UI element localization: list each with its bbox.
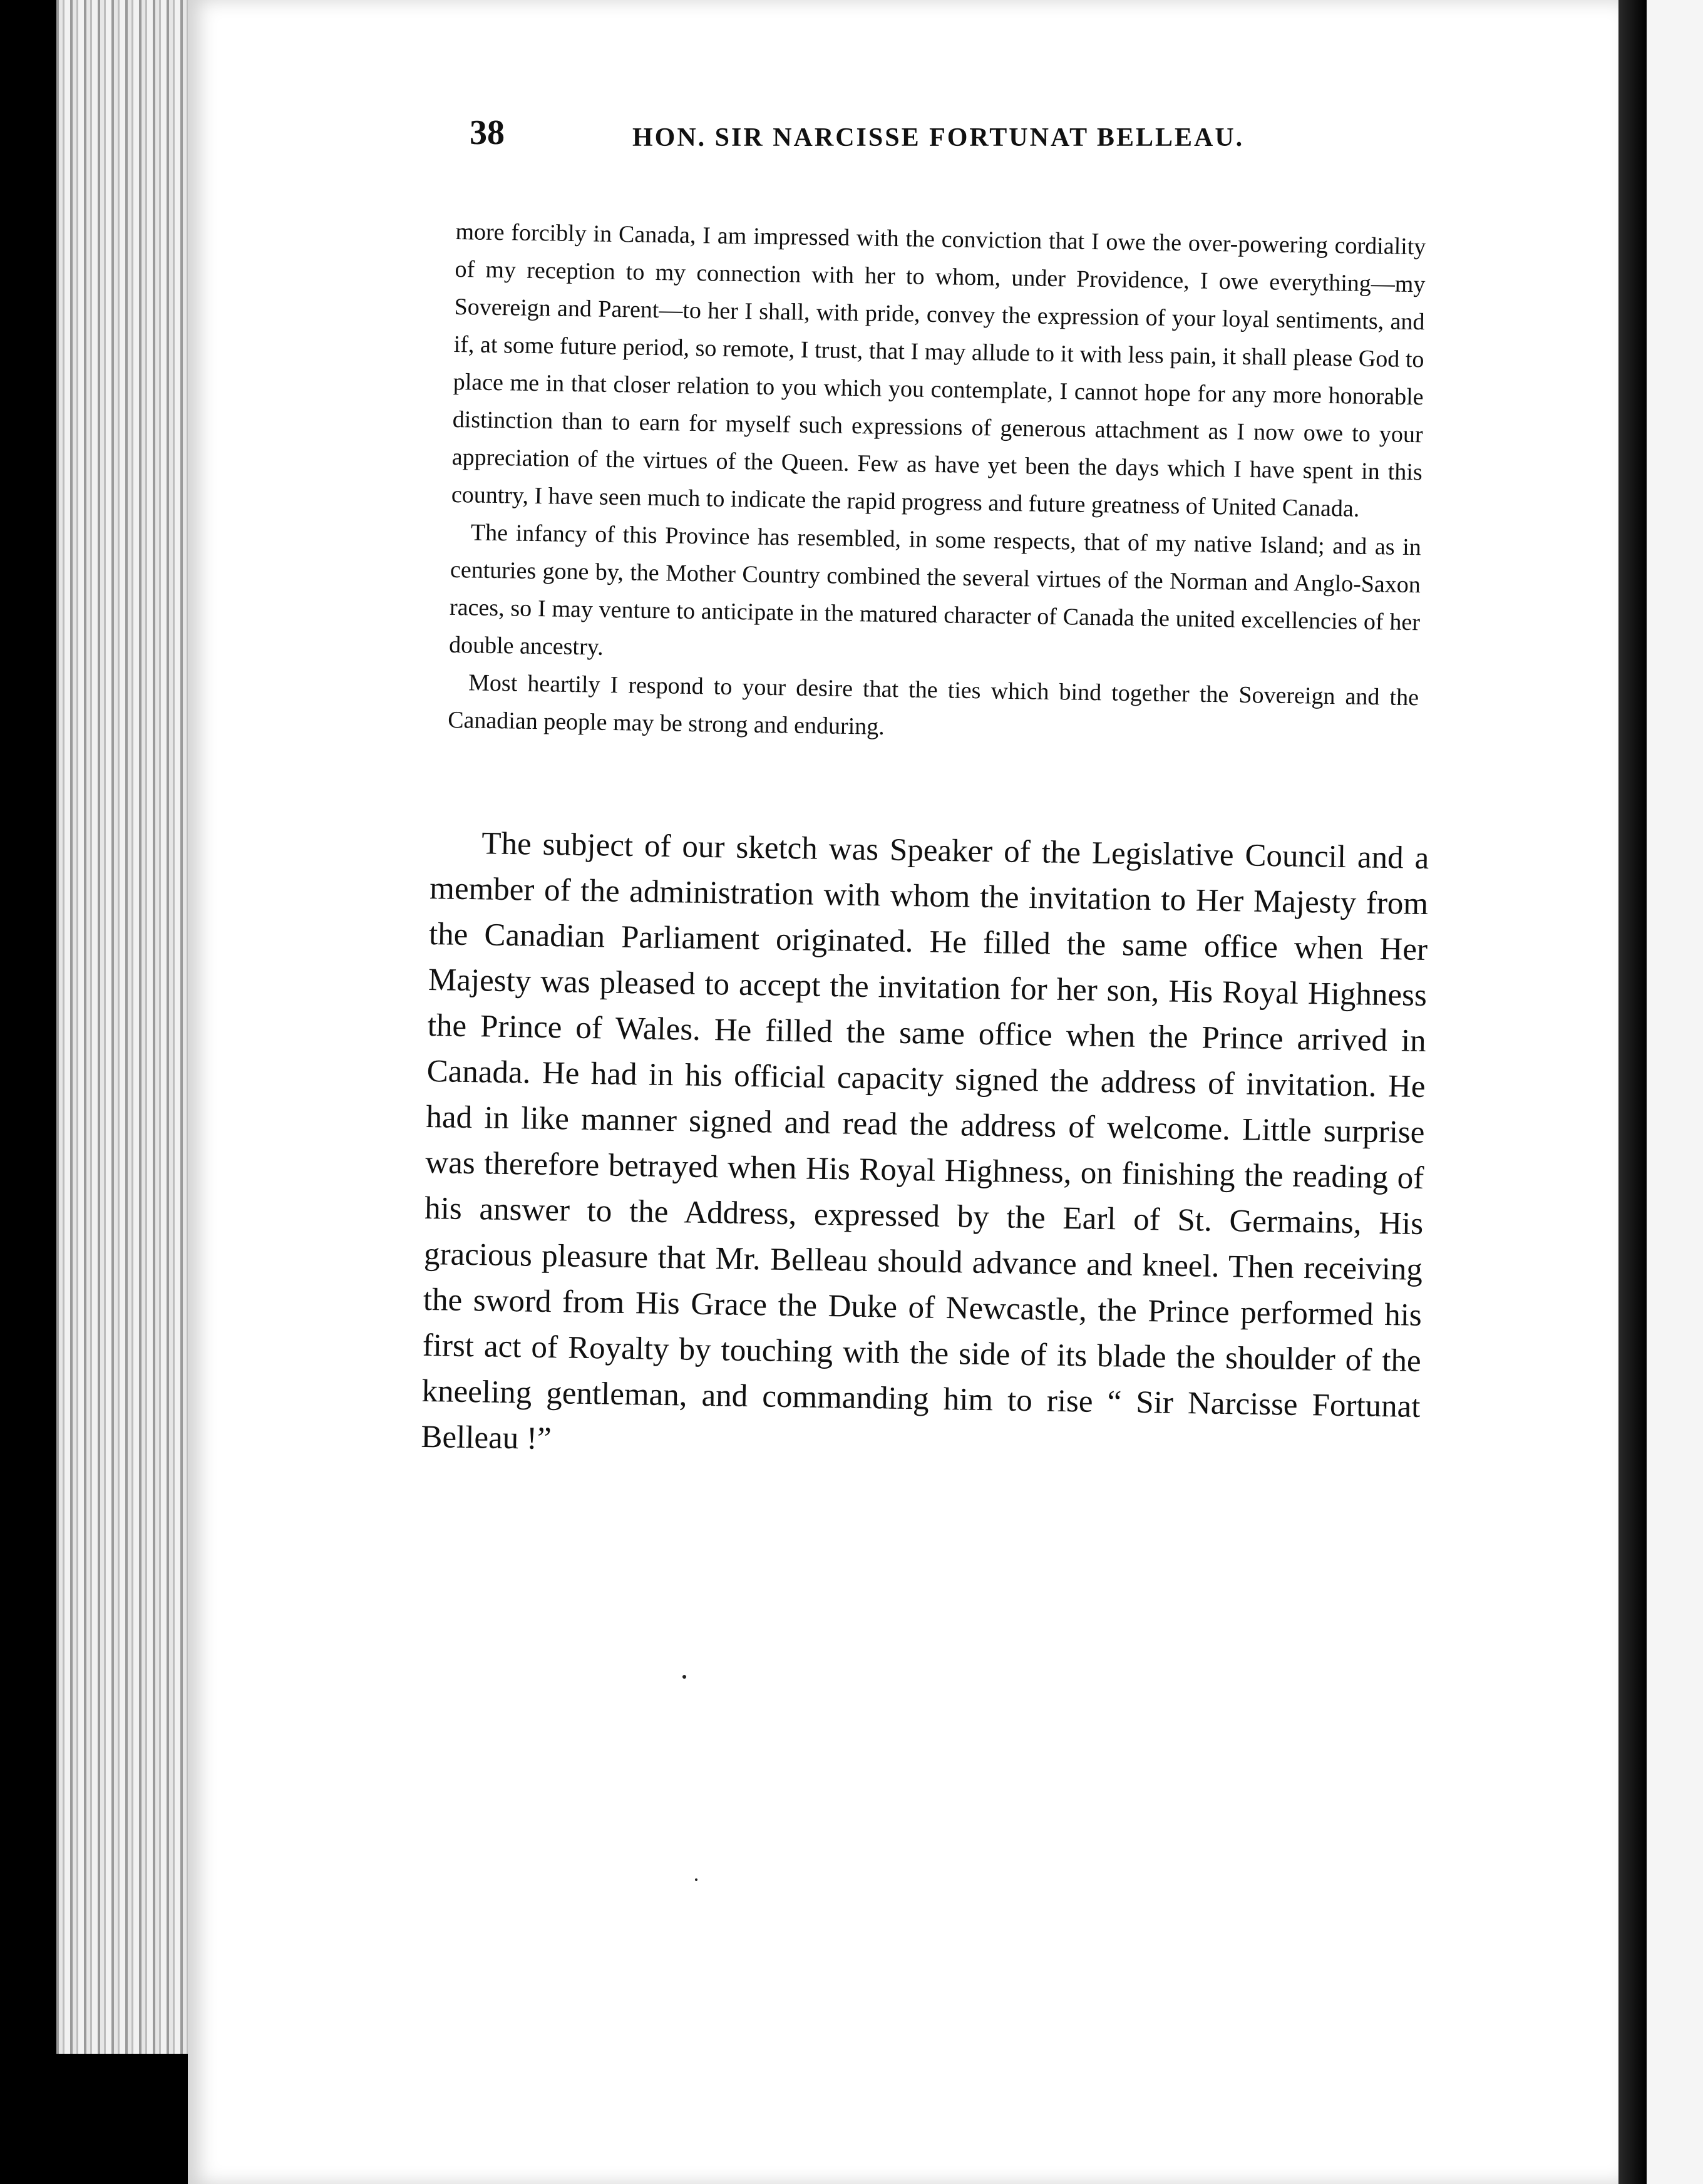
book-gutter (1618, 0, 1647, 2184)
quoted-reply (448, 213, 1426, 754)
page-number: 38 (470, 113, 505, 152)
quote-paragraph-3: Most heartily I respond to your desire that the ties which bind together the Sovereign and the Canadian people may be strong and enduring. (447, 669, 1419, 740)
quote-paragraph-2: The infancy of this Province has resembled, in some respects, that of my native Island; and as in centuries gone by, the Mother Country combined the several virtues of the Norman and Anglo-Saxon races, so I may venture to anticipate in the matured character of Canada the united excellencies of her double ancestry. (448, 519, 1422, 661)
page-header (470, 113, 1284, 163)
page-stack-edge (56, 0, 188, 2054)
quote-paragraph-1: more forcibly in Canada, I am impressed with the conviction that I owe the over-powering cordiality of my reception to my connection with her to whom, under Providence, I owe everything—my Sovereign and Parent—to her I shall, with pride, convey the expression of your loyal sentiments, and if, at some future period, so remote, I trust, that I may allude to it with less pain, it shall please God to place me in that closer relation to you which you contemplate, I cannot hope for any more honorable distinction than to earn for myself such expressions of generous attachment as I now owe to your appreciation of the virtues of the Queen. Few as have yet been the days which I have spent in this country, I have seen much to indicate the rapid progress and future greatness of United Canada. (451, 218, 1426, 522)
facing-page-edge (1647, 0, 1703, 2184)
main-text (421, 820, 1429, 1476)
ink-speck (682, 1675, 686, 1679)
running-head: HON. SIR NARCISSE FORTUNAT BELLEAU. (632, 123, 1245, 152)
main-paragraph: The subject of our sketch was Speaker of the Legislative Council and a member of the administration with whom the invitation to Her Majesty from the Canadian Parliament originated. He filled the same office when Her Majesty was pleased to accept the invitation for her son, His Royal Highness the Prince of Wales. He filled the same office when the Prince arrived in Canada. He had in his official capacity signed the address of invitation. He had in like manner signed and read the address of welcome. Little surprise was therefore betrayed when His Royal Highness, on finishing the reading of his answer to the Address, expressed by the Earl of St. Germains, His gracious pleasure that Mr. Belleau should advance and kneel. Then receiving the sword from His Grace the Duke of Newcastle, the Prince performed his first act of Royalty by touching with the side of its blade the shoulder of the kneeling gentleman, and commanding him to rise “ Sir Narcisse Fortunat Belleau !” (421, 826, 1429, 1457)
ink-speck (695, 1878, 697, 1881)
